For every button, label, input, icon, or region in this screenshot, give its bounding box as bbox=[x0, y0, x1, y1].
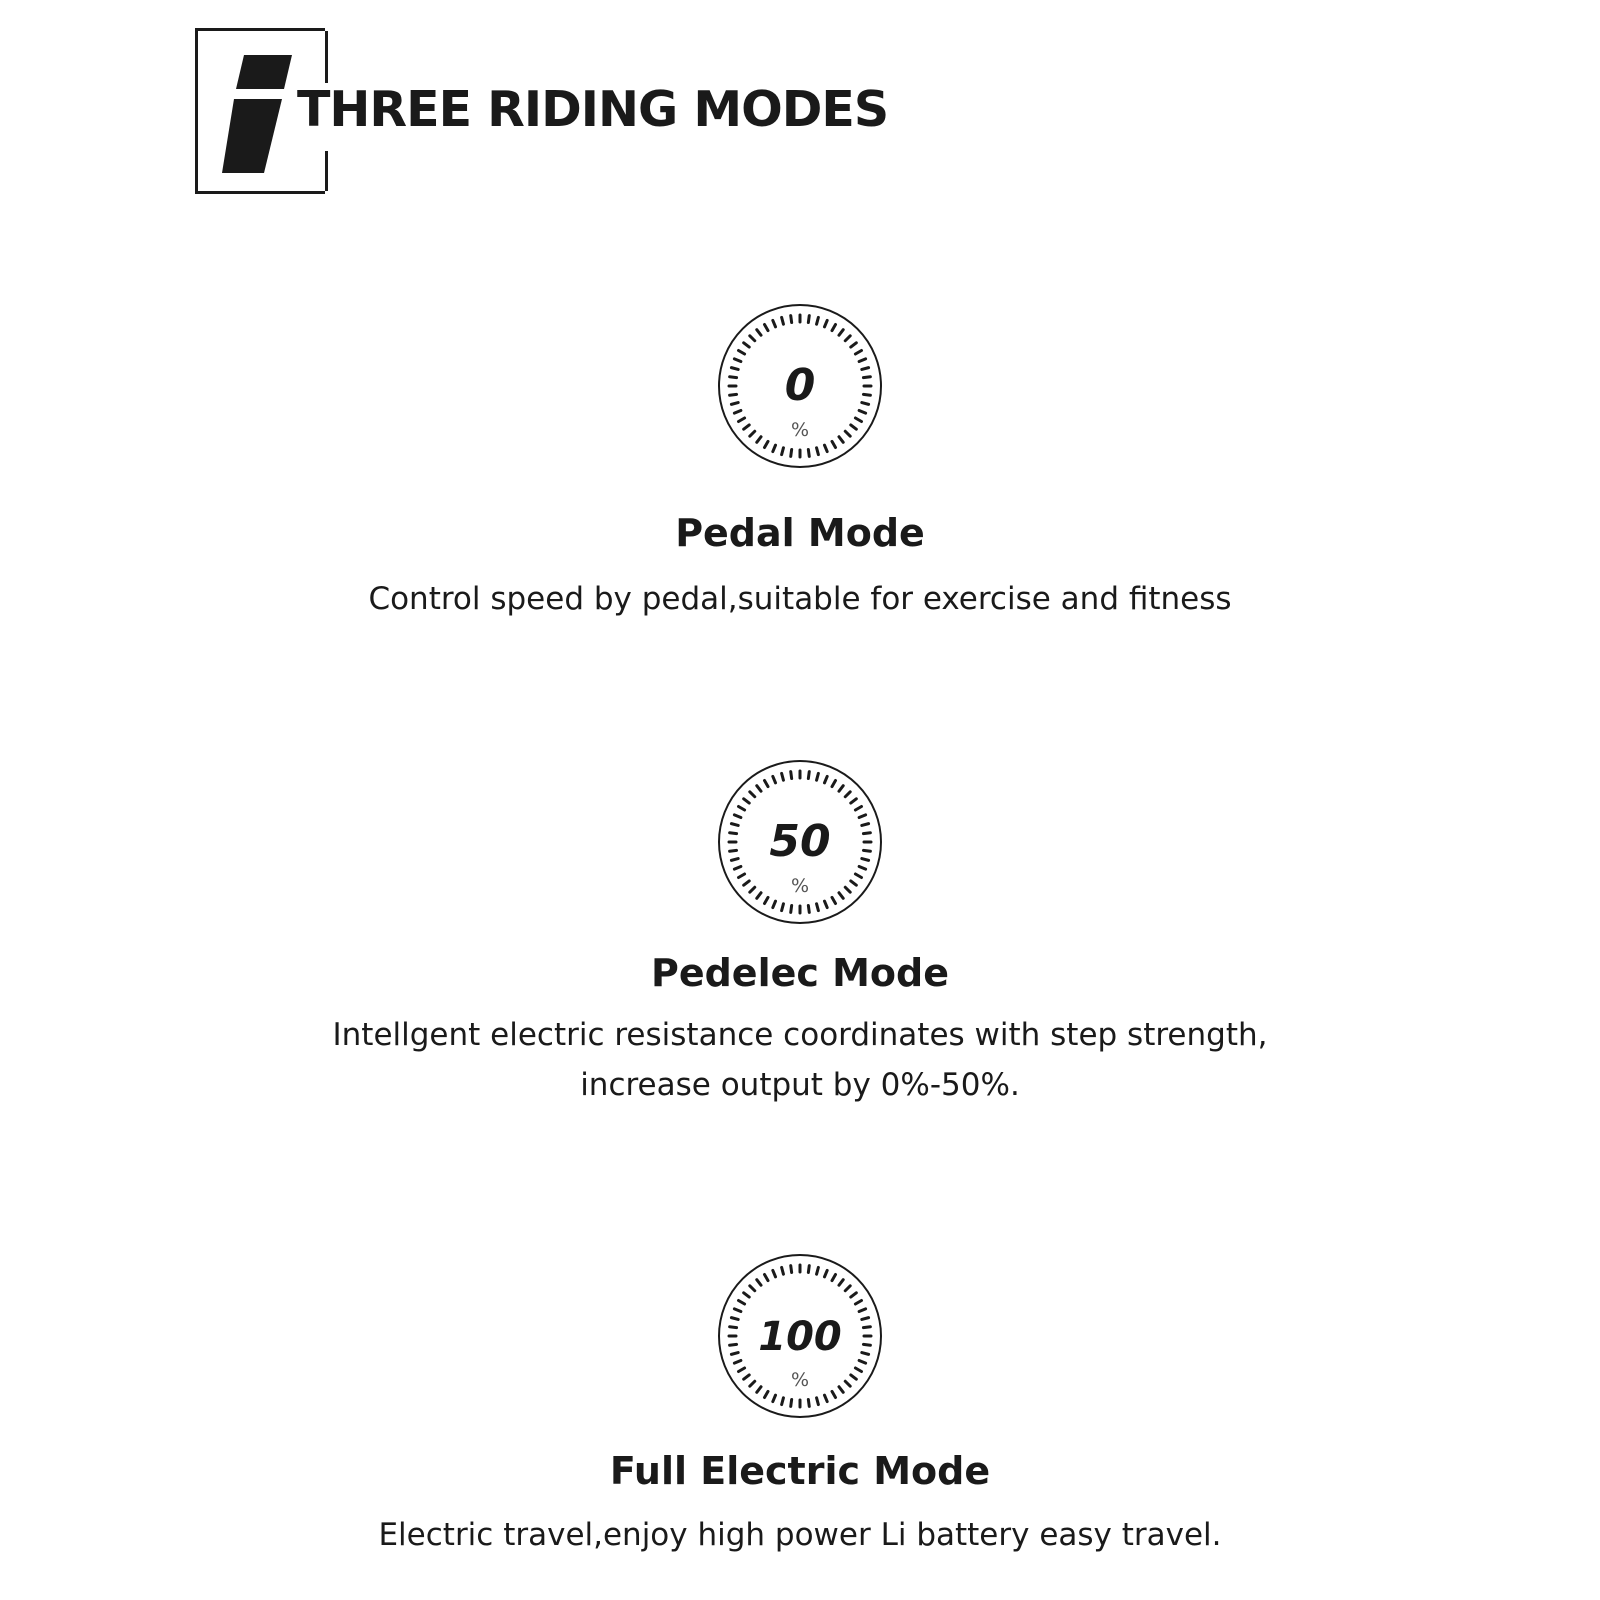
gauge-tick bbox=[817, 317, 819, 324]
gauge-tick bbox=[859, 1360, 865, 1363]
gauge-tick bbox=[832, 781, 836, 787]
gauge-tick bbox=[839, 330, 843, 336]
gauge-tick bbox=[730, 377, 737, 378]
gauge-tick bbox=[845, 1286, 850, 1291]
gauge-tick bbox=[855, 874, 861, 878]
gauge-tick bbox=[839, 437, 843, 443]
gauge-tick bbox=[832, 325, 836, 331]
gauge-tick bbox=[862, 824, 869, 826]
gauge-tick bbox=[773, 776, 776, 782]
frame-tick-bottom bbox=[325, 151, 328, 191]
gauge-tick bbox=[808, 772, 809, 779]
gauge-tick bbox=[862, 403, 869, 405]
gauge-tick bbox=[791, 1266, 792, 1273]
gauge-tick bbox=[782, 1267, 784, 1274]
gauge-tick bbox=[832, 1275, 836, 1281]
gauge-value: 50 bbox=[769, 816, 831, 867]
mode-title: Pedal Mode bbox=[675, 511, 925, 555]
gauge-tick bbox=[855, 351, 861, 355]
gauge-tick bbox=[808, 316, 809, 323]
gauge-tick bbox=[744, 799, 750, 803]
gauge-tick bbox=[765, 325, 769, 331]
speed-gauge-icon bbox=[716, 758, 884, 926]
logo-i-stem bbox=[222, 99, 282, 173]
gauge-tick bbox=[739, 351, 745, 355]
gauge-tick bbox=[773, 901, 776, 907]
gauge-tick bbox=[845, 1381, 850, 1386]
gauge-tick bbox=[750, 431, 755, 436]
gauge-tick bbox=[808, 1399, 809, 1406]
gauge-tick bbox=[730, 394, 737, 395]
gauge-tick bbox=[859, 410, 865, 413]
gauge-tick bbox=[851, 343, 857, 347]
gauge-tick bbox=[757, 786, 761, 792]
gauge-tick bbox=[817, 1398, 819, 1405]
gauge-tick bbox=[731, 1353, 738, 1355]
frame-tick-top bbox=[325, 31, 328, 83]
gauge-tick bbox=[839, 786, 843, 792]
gauge-tick bbox=[750, 1381, 755, 1386]
gauge-tick bbox=[862, 859, 869, 861]
gauge-tick bbox=[739, 807, 745, 811]
speed-gauge-icon bbox=[716, 302, 884, 470]
gauge-tick bbox=[739, 874, 745, 878]
gauge-tick bbox=[839, 1387, 843, 1393]
gauge-tick bbox=[731, 403, 738, 405]
gauge-tick bbox=[851, 881, 857, 885]
gauge-tick bbox=[863, 850, 870, 851]
gauge-tick bbox=[765, 781, 769, 787]
gauge-tick bbox=[839, 893, 843, 899]
gauge-tick bbox=[750, 1286, 755, 1291]
gauge-tick bbox=[824, 445, 827, 451]
gauge-tick bbox=[731, 1318, 738, 1320]
gauge-tick bbox=[782, 773, 784, 780]
gauge-tick bbox=[765, 897, 769, 903]
gauge-tick bbox=[839, 1280, 843, 1286]
gauge-tick bbox=[773, 320, 776, 326]
gauge-tick bbox=[863, 394, 870, 395]
gauge-tick bbox=[863, 833, 870, 834]
gauge-tick bbox=[744, 1293, 750, 1297]
gauge-tick bbox=[734, 1309, 740, 1312]
gauge-tick bbox=[859, 359, 865, 362]
gauge-tick bbox=[851, 799, 857, 803]
gauge-tick bbox=[734, 1360, 740, 1363]
mode-description-line: Control speed by pedal,suitable for exercise and fitness bbox=[368, 581, 1232, 617]
gauge-tick bbox=[817, 773, 819, 780]
gauge-unit: % bbox=[790, 875, 810, 897]
gauge-tick bbox=[817, 1267, 819, 1274]
gauge-tick bbox=[731, 824, 738, 826]
gauge-tick bbox=[731, 368, 738, 370]
gauge-tick bbox=[757, 1280, 761, 1286]
gauge-tick bbox=[731, 859, 738, 861]
gauge-tick bbox=[824, 1395, 827, 1401]
gauge-tick bbox=[845, 792, 850, 797]
gauge-tick bbox=[744, 343, 750, 347]
speed-gauge-icon bbox=[716, 1252, 884, 1420]
gauge-tick bbox=[845, 336, 850, 341]
gauge-tick bbox=[863, 1327, 870, 1328]
gauge-tick bbox=[757, 893, 761, 899]
gauge-tick bbox=[863, 377, 870, 378]
gauge-tick bbox=[832, 441, 836, 447]
gauge-tick bbox=[862, 1353, 869, 1355]
gauge-unit: % bbox=[790, 419, 810, 441]
gauge-tick bbox=[739, 1368, 745, 1372]
gauge-tick bbox=[855, 418, 861, 422]
gauge-tick bbox=[734, 815, 740, 818]
gauge-tick bbox=[773, 445, 776, 451]
page-title: THREE RIDING MODES bbox=[297, 81, 889, 138]
gauge-tick bbox=[832, 1391, 836, 1397]
gauge-tick bbox=[791, 1399, 792, 1406]
gauge-tick bbox=[832, 897, 836, 903]
gauge-tick bbox=[757, 437, 761, 443]
gauge-tick bbox=[750, 792, 755, 797]
gauge-tick bbox=[782, 904, 784, 911]
gauge-tick bbox=[734, 359, 740, 362]
gauge-tick bbox=[734, 410, 740, 413]
gauge-tick bbox=[791, 772, 792, 779]
gauge-tick bbox=[808, 1266, 809, 1273]
gauge-tick bbox=[773, 1270, 776, 1276]
gauge-tick bbox=[845, 887, 850, 892]
gauge-tick bbox=[859, 866, 865, 869]
mode-description-line: increase output by 0%-50%. bbox=[580, 1067, 1020, 1103]
gauge-tick bbox=[730, 833, 737, 834]
gauge-tick bbox=[859, 1309, 865, 1312]
gauge-tick bbox=[851, 1375, 857, 1379]
gauge-tick bbox=[730, 850, 737, 851]
mode-description-line: Electric travel,enjoy high power Li battery easy travel. bbox=[378, 1517, 1222, 1553]
mode-title: Pedelec Mode bbox=[650, 951, 950, 995]
gauge-tick bbox=[765, 1275, 769, 1281]
gauge-tick bbox=[862, 1318, 869, 1320]
gauge-tick bbox=[757, 1387, 761, 1393]
mode-full-electric bbox=[0, 1252, 1600, 1560]
gauge-tick bbox=[851, 425, 857, 429]
gauge-tick bbox=[851, 1293, 857, 1297]
logo-i-dot bbox=[236, 55, 292, 89]
gauge-tick bbox=[817, 448, 819, 455]
gauge-tick bbox=[824, 1270, 827, 1276]
gauge-tick bbox=[791, 905, 792, 912]
gauge-tick bbox=[845, 431, 850, 436]
gauge-unit: % bbox=[790, 1369, 810, 1391]
gauge-value: 0 bbox=[784, 360, 816, 411]
gauge-tick bbox=[750, 336, 755, 341]
gauge-tick bbox=[791, 316, 792, 323]
gauge-tick bbox=[765, 441, 769, 447]
gauge-tick bbox=[855, 807, 861, 811]
gauge-tick bbox=[739, 418, 745, 422]
gauge-tick bbox=[855, 1301, 861, 1305]
mode-pedal bbox=[0, 302, 1600, 624]
gauge-tick bbox=[808, 449, 809, 456]
slanted-i-logo-icon bbox=[222, 55, 292, 173]
gauge-tick bbox=[730, 1344, 737, 1345]
gauge-tick bbox=[817, 904, 819, 911]
gauge-tick bbox=[773, 1395, 776, 1401]
gauge-tick bbox=[859, 815, 865, 818]
gauge-tick bbox=[824, 320, 827, 326]
gauge-tick bbox=[744, 1375, 750, 1379]
gauge-tick bbox=[782, 1398, 784, 1405]
gauge-tick bbox=[734, 866, 740, 869]
gauge-tick bbox=[750, 887, 755, 892]
gauge-tick bbox=[765, 1391, 769, 1397]
gauge-tick bbox=[739, 1301, 745, 1305]
mode-description-line: Intellgent electric resistance coordinates with step strength, bbox=[332, 1017, 1268, 1053]
gauge-tick bbox=[744, 425, 750, 429]
gauge-tick bbox=[862, 368, 869, 370]
gauge-tick bbox=[730, 1327, 737, 1328]
mode-pedelec bbox=[0, 758, 1600, 1110]
gauge-tick bbox=[782, 317, 784, 324]
gauge-tick bbox=[782, 448, 784, 455]
gauge-tick bbox=[791, 449, 792, 456]
gauge-tick bbox=[808, 905, 809, 912]
gauge-tick bbox=[744, 881, 750, 885]
gauge-tick bbox=[863, 1344, 870, 1345]
gauge-tick bbox=[855, 1368, 861, 1372]
gauge-tick bbox=[757, 330, 761, 336]
gauge-tick bbox=[824, 776, 827, 782]
mode-title: Full Electric Mode bbox=[609, 1449, 991, 1493]
gauge-tick bbox=[824, 901, 827, 907]
gauge-value: 100 bbox=[758, 1314, 842, 1360]
